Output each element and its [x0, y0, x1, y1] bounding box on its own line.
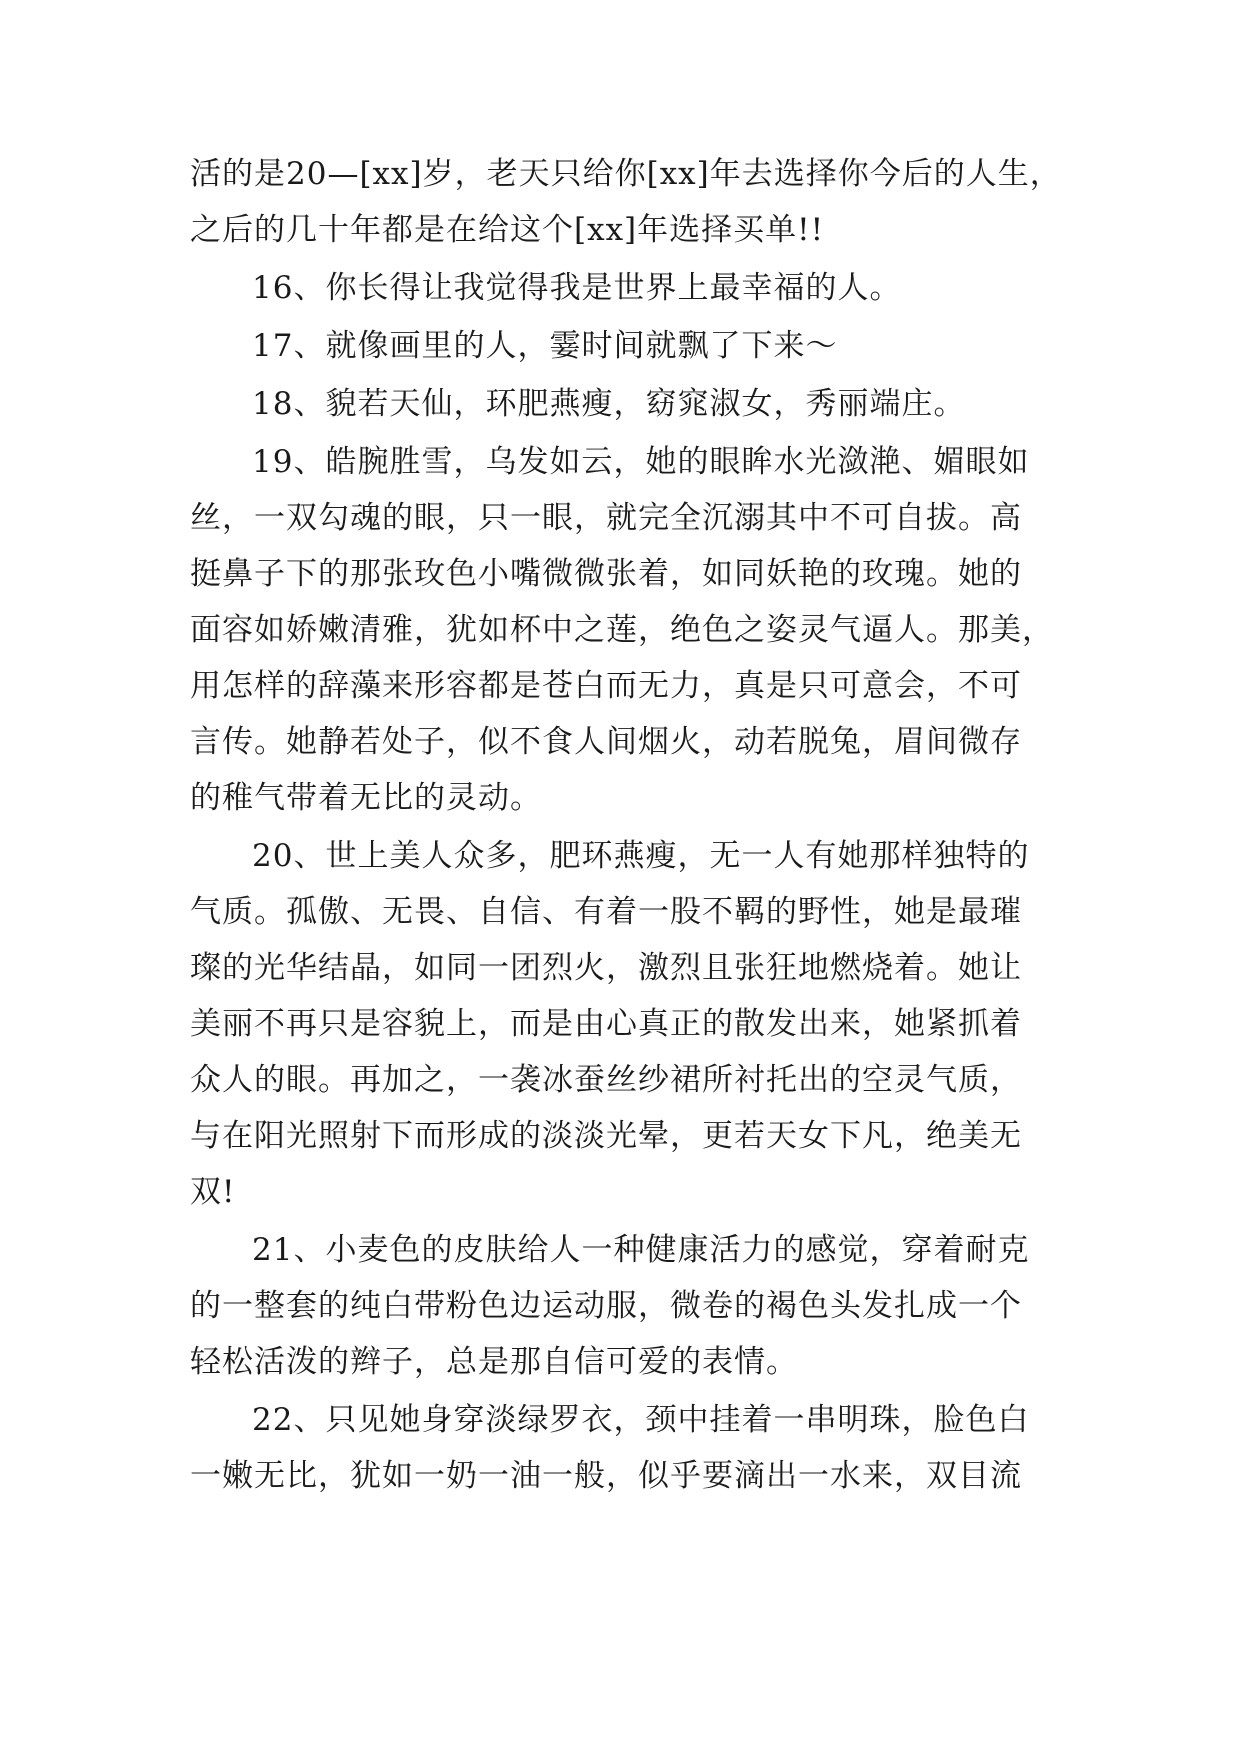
paragraph-19-line: 言传。她静若处子，似不食人间烟火，动若脱兔，眉间微存 — [190, 724, 1022, 760]
paragraph-20-line: 与在阳光照射下而形成的淡淡光晕，更若天女下凡，绝美无 — [190, 1118, 1022, 1154]
paragraph-21-line: 的一整套的纯白带粉色边运动服，微卷的褐色头发扎成一个 — [190, 1288, 1022, 1324]
paragraph-19-line: 面容如娇嫩清雅，犹如杯中之莲，绝色之姿灵气逼人。那美， — [190, 612, 1054, 648]
paragraph-18: 18、貌若天仙，环肥燕瘦，窈窕淑女，秀丽端庄。 — [252, 386, 966, 422]
paragraph-20-line: 璨的光华结晶，如同一团烈火，激烈且张狂地燃烧着。她让 — [190, 950, 1022, 986]
paragraph-20-line: 美丽不再只是容貌上，而是由心真正的散发出来，她紧抓着 — [190, 1006, 1022, 1042]
paragraph-16: 16、你长得让我觉得我是世界上最幸福的人。 — [252, 270, 902, 306]
document-body — [190, 157, 1070, 1493]
paragraph-21-line: 轻松活泼的辫子，总是那自信可爱的表情。 — [190, 1344, 798, 1380]
text-line: 之后的几十年都是在给这个[xx]年选择买单!! — [190, 212, 825, 248]
paragraph-22-line: 一嫩无比，犹如一奶一油一般，似乎要滴出一水来，双目流 — [190, 1458, 1022, 1494]
paragraph-19-line: 用怎样的辞藻来形容都是苍白而无力，真是只可意会，不可 — [190, 668, 1022, 704]
paragraph-19-line: 丝，一双勾魂的眼，只一眼，就完全沉溺其中不可自拔。高 — [190, 500, 1022, 536]
paragraph-19-line: 挺鼻子下的那张玫色小嘴微微张着，如同妖艳的玫瑰。她的 — [190, 556, 1022, 592]
paragraph-20-line: 气质。孤傲、无畏、自信、有着一股不羁的野性，她是最璀 — [190, 894, 1022, 930]
paragraph-19-line: 的稚气带着无比的灵动。 — [190, 780, 542, 816]
paragraph-22-line: 22、只见她身穿淡绿罗衣，颈中挂着一串明珠，脸色白 — [252, 1402, 1030, 1438]
paragraph-20-line: 众人的眼。再加之，一袭冰蚕丝纱裙所衬托出的空灵气质， — [190, 1062, 1022, 1098]
paragraph-20-line: 双! — [190, 1174, 236, 1210]
paragraph-17: 17、就像画里的人，霎时间就飘了下来～ — [252, 328, 838, 364]
text-line: 活的是20—[xx]岁，老天只给你[xx]年去选择你今后的人生， — [190, 156, 1062, 192]
paragraph-19-line: 19、皓腕胜雪，乌发如云，她的眼眸水光潋滟、媚眼如 — [252, 444, 1030, 480]
paragraph-21-line: 21、小麦色的皮肤给人一种健康活力的感觉，穿着耐克 — [252, 1232, 1030, 1268]
paragraph-20-line: 20、世上美人众多，肥环燕瘦，无一人有她那样独特的 — [252, 838, 1030, 874]
